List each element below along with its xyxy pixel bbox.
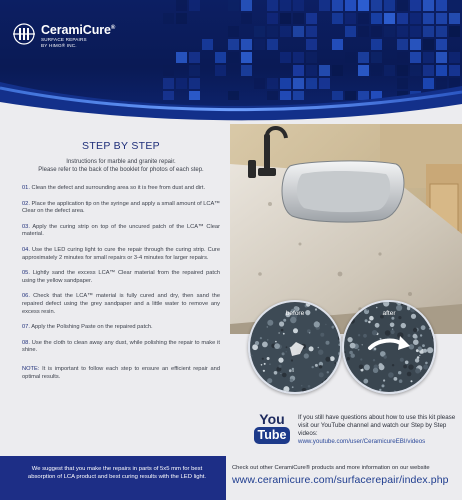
granite-speckle <box>337 391 339 393</box>
mosaic-tile <box>410 0 421 11</box>
granite-speckle <box>353 378 358 383</box>
steps-list <box>22 185 220 355</box>
granite-speckle <box>392 364 394 366</box>
granite-speckle <box>290 379 294 383</box>
granite-speckle <box>314 321 320 327</box>
granite-speckle <box>419 355 420 356</box>
granite-speckle <box>330 356 335 361</box>
granite-speckle <box>267 326 269 328</box>
mosaic-tile <box>397 13 408 24</box>
granite-speckle <box>292 370 294 372</box>
mosaic-tile <box>332 39 343 50</box>
mosaic-tile <box>423 13 434 24</box>
granite-speckle <box>282 373 287 378</box>
mosaic-tile <box>423 39 434 50</box>
granite-speckle <box>394 391 397 394</box>
mosaic-tile <box>176 13 187 24</box>
mosaic-tile <box>371 13 382 24</box>
granite-speckle <box>325 324 326 325</box>
granite-speckle <box>293 328 298 333</box>
mosaic-tile <box>410 39 421 50</box>
step-number: 08. <box>22 339 30 346</box>
granite-speckle <box>422 379 426 383</box>
granite-speckle <box>282 352 285 355</box>
granite-speckle <box>250 391 251 393</box>
website-link[interactable]: www.ceramicure.com/surfacerepair/index.php <box>232 474 449 486</box>
after-photo <box>342 300 436 394</box>
note-text: NOTE: It is important to follow each step to ensure an efficient repair and optimal results. <box>22 365 220 380</box>
mosaic-tile <box>189 0 200 11</box>
granite-speckle <box>318 350 323 355</box>
granite-speckle <box>434 338 436 342</box>
granite-speckle <box>413 334 418 339</box>
granite-speckle <box>358 349 360 351</box>
granite-speckle <box>379 363 383 367</box>
granite-speckle <box>407 305 410 308</box>
granite-speckle <box>309 332 311 334</box>
step-item <box>22 270 220 285</box>
granite-speckle <box>425 362 428 365</box>
granite-speckle <box>340 392 342 394</box>
granite-speckle <box>279 332 280 333</box>
mosaic-tile <box>397 26 408 37</box>
granite-speckle <box>259 383 260 384</box>
granite-speckle <box>421 325 426 330</box>
granite-speckle <box>418 346 422 350</box>
mosaic-tile <box>267 26 278 37</box>
granite-speckle <box>274 343 280 349</box>
step-number: 05. <box>22 270 30 277</box>
step-number: 04. <box>22 246 30 253</box>
granite-speckle <box>344 351 346 353</box>
mosaic-tile <box>241 39 252 50</box>
granite-speckle <box>267 357 270 360</box>
granite-speckle <box>262 358 264 360</box>
granite-speckle <box>264 363 266 365</box>
granite-speckle <box>364 364 370 370</box>
granite-speckle <box>365 319 368 322</box>
granite-speckle <box>403 365 407 369</box>
mosaic-tile <box>449 13 460 24</box>
granite-speckle <box>415 368 420 373</box>
granite-speckle <box>344 384 345 386</box>
granite-speckle <box>368 321 371 324</box>
granite-speckle <box>429 328 431 330</box>
mosaic-tile <box>384 0 395 11</box>
after-label: after <box>382 310 396 317</box>
mosaic-tile <box>397 0 408 11</box>
granite-speckle <box>327 371 329 373</box>
granite-speckle <box>420 334 422 336</box>
mosaic-tile <box>176 0 187 11</box>
granite-speckle <box>291 359 293 361</box>
granite-speckle <box>304 353 309 358</box>
mosaic-tile <box>241 13 252 24</box>
granite-speckle <box>292 386 294 388</box>
granite-speckle <box>348 337 353 342</box>
logo-emblem-icon <box>12 22 36 46</box>
granite-speckle <box>301 385 303 387</box>
granite-speckle <box>373 359 375 361</box>
granite-speckle <box>434 390 436 392</box>
granite-speckle <box>332 326 335 329</box>
granite-speckle <box>380 338 382 340</box>
step-text: Use the LED curing light to cure the repair through the curing strip. Cure approximately 2 minutes for small repairs or 3-4 minutes for larger repairs. <box>22 246 220 261</box>
granite-speckle <box>401 323 406 328</box>
granite-speckle <box>278 358 283 363</box>
granite-speckle <box>372 330 377 335</box>
step-number: 01. <box>22 185 30 191</box>
mosaic-tile <box>332 13 343 24</box>
granite-speckle <box>258 390 263 394</box>
step-text: Check that the LCA™ material is fully cured and dry, then sand the repaired defect using the grey sandpaper and a little water to remove any excess resin. <box>22 293 220 315</box>
granite-speckle <box>322 381 324 383</box>
granite-speckle <box>405 361 409 365</box>
step-item <box>22 324 220 332</box>
granite-speckle <box>279 321 284 326</box>
granite-speckle <box>430 370 432 372</box>
mosaic-tile <box>371 0 382 11</box>
mosaic-tile <box>267 13 278 24</box>
granite-speckle <box>283 319 286 322</box>
intro-text: Instructions for marble and granite repair. Please refer to the back of the booklet for photos of each step. <box>38 159 204 173</box>
granite-speckle <box>258 393 261 394</box>
granite-speckle <box>275 390 281 394</box>
granite-speckle <box>351 354 355 358</box>
granite-speckle <box>340 359 342 365</box>
granite-speckle <box>363 379 368 384</box>
mosaic-tile <box>410 13 421 24</box>
granite-speckle <box>255 341 259 345</box>
mosaic-tile <box>371 39 382 50</box>
suggestion-text: We suggest that you make the repairs in parts of 5x5 mm for best absorption of LCA product and best curing results with the LED light. <box>27 466 207 480</box>
mosaic-tile <box>267 0 278 11</box>
granite-speckle <box>281 329 284 332</box>
mosaic-tile <box>436 0 447 11</box>
granite-speckle <box>346 389 351 394</box>
youtube-link[interactable]: www.youtube.com/user/CeramicureEBI/videos <box>298 438 426 445</box>
youtube-info <box>298 414 458 446</box>
mosaic-tile <box>319 0 330 11</box>
granite-speckle <box>338 336 342 340</box>
mosaic-tile <box>306 39 317 50</box>
granite-speckle <box>332 370 336 374</box>
granite-speckle <box>267 339 268 340</box>
step-item <box>22 201 220 216</box>
granite-speckle <box>319 365 322 368</box>
mosaic-tile <box>423 26 434 37</box>
countertop-illustration <box>230 124 462 334</box>
granite-speckle <box>400 358 404 362</box>
brand-tagline-2: BY HIMG® INC. <box>41 42 77 48</box>
mosaic-tile <box>267 39 278 50</box>
granite-speckle <box>358 334 360 336</box>
step-item <box>22 224 220 239</box>
step-item <box>22 340 220 355</box>
granite-speckle <box>375 323 380 328</box>
footer-website-info <box>232 464 458 486</box>
granite-speckle <box>383 379 385 381</box>
more-info-text: Check out other CeramiCure® products and more information on our website <box>232 465 430 471</box>
mosaic-tile <box>280 13 291 24</box>
granite-speckle <box>275 341 277 343</box>
granite-speckle <box>330 393 333 394</box>
granite-speckle <box>384 355 387 358</box>
granite-speckle <box>269 385 271 387</box>
step-number: 07. <box>22 324 30 331</box>
granite-speckle <box>414 384 419 389</box>
granite-speckle <box>260 337 262 339</box>
granite-speckle <box>267 320 273 326</box>
header-banner <box>0 0 462 122</box>
ceramicure-logo <box>12 22 115 48</box>
granite-speckle <box>388 372 394 378</box>
granite-speckle <box>332 379 336 383</box>
granite-speckle <box>354 390 357 393</box>
mosaic-tile <box>293 13 304 24</box>
granite-speckle <box>408 334 411 337</box>
granite-speckle <box>258 381 264 387</box>
granite-speckle <box>347 357 350 360</box>
before-label: before <box>285 310 305 317</box>
granite-speckle <box>280 373 281 374</box>
mosaic-tile <box>423 0 434 11</box>
mosaic-tile <box>241 0 252 11</box>
step-number: 03. <box>22 223 30 230</box>
granite-speckle <box>392 329 393 330</box>
granite-speckle <box>350 343 356 349</box>
granite-speckle <box>319 372 324 377</box>
brand-name: CeramiCure® <box>41 23 116 38</box>
granite-speckle <box>399 379 403 383</box>
mosaic-tile <box>345 26 356 37</box>
step-text: Apply the Polishing Paste on the repaired patch. <box>31 324 153 331</box>
mosaic-tile <box>384 26 395 37</box>
step-text: Lightly sand the excess LCA™ Clear material from the repaired patch using the yellow sandpaper. <box>22 270 220 284</box>
granite-speckle <box>274 371 278 375</box>
granite-speckle <box>262 342 268 348</box>
mosaic-tile <box>202 39 213 50</box>
mosaic-tile <box>436 26 447 37</box>
mosaic-tile <box>358 26 369 37</box>
granite-speckle <box>423 365 428 370</box>
granite-speckle <box>344 379 348 383</box>
kitchen-countertop-photo <box>230 124 462 334</box>
granite-speckle <box>390 323 395 328</box>
granite-speckle <box>267 378 272 383</box>
granite-speckle <box>413 328 417 332</box>
granite-speckle <box>320 333 324 337</box>
granite-speckle <box>431 367 432 368</box>
granite-speckle <box>339 370 341 372</box>
mosaic-tile <box>345 0 356 11</box>
brand-tagline-1: SURFACE REPAIRS <box>41 37 87 43</box>
granite-speckle <box>250 355 252 357</box>
mosaic-tile <box>449 26 460 37</box>
youtube-logo[interactable]: You Tube <box>254 412 290 444</box>
granite-speckle <box>320 387 326 393</box>
step-item <box>22 293 220 316</box>
mosaic-tile <box>332 0 343 11</box>
step-item <box>22 185 220 193</box>
mosaic-tile <box>436 39 447 50</box>
granite-speckle <box>409 344 414 349</box>
mosaic-tile <box>410 26 421 37</box>
granite-speckle <box>269 364 270 365</box>
mosaic-tile <box>228 26 239 37</box>
step-text: Place the application tip on the syringe and apply a small amount of LCA™ Clear on the defect area. <box>22 200 220 215</box>
mosaic-tile <box>371 26 382 37</box>
mosaic-tile <box>280 0 291 11</box>
page-title: STEP BY STEP <box>82 140 160 152</box>
granite-speckle <box>374 348 377 351</box>
granite-speckle <box>318 347 320 349</box>
mosaic-tile <box>358 13 369 24</box>
granite-speckle <box>394 377 398 381</box>
granite-speckle <box>349 318 355 324</box>
mosaic-tile <box>254 39 265 50</box>
step-text: Use the cloth to clean away any dust, while polishing the repair to make it shine. <box>22 339 220 354</box>
granite-speckle <box>404 391 406 393</box>
granite-speckle <box>309 346 314 351</box>
granite-speckle <box>328 393 330 394</box>
granite-speckle <box>373 368 378 373</box>
granite-speckle <box>360 358 362 360</box>
granite-speckle <box>261 364 263 366</box>
step-text: Clean the defect and surrounding area so it is free from dust and dirt. <box>31 185 206 191</box>
granite-speckle <box>351 389 356 394</box>
granite-speckle <box>301 391 303 393</box>
mosaic-tile <box>280 26 291 37</box>
granite-speckle <box>411 389 412 390</box>
youtube-text: If you still have questions about how to use this kit please visit our YouTube channel and watch our Step by Step videos: <box>298 414 456 437</box>
granite-speckle <box>302 388 307 393</box>
granite-speckle <box>336 362 341 367</box>
granite-speckle <box>312 366 314 368</box>
granite-speckle <box>326 341 330 345</box>
granite-speckle <box>415 358 419 362</box>
mosaic-tile <box>293 0 304 11</box>
step-text: Apply the curing strip on top of the uncured patch of the LCA™ Clear material. <box>22 223 220 238</box>
granite-speckle <box>339 343 342 346</box>
granite-speckle <box>420 378 421 379</box>
granite-speckle <box>306 393 311 395</box>
instructions-column <box>22 140 220 381</box>
granite-speckle <box>315 364 318 367</box>
granite-speckle <box>339 380 342 386</box>
mosaic-tile <box>306 26 317 37</box>
granite-speckle <box>325 378 330 383</box>
mosaic-tile <box>449 0 460 11</box>
granite-speckle <box>371 393 376 394</box>
granite-speckle <box>290 317 296 323</box>
granite-speckle <box>382 384 385 387</box>
granite-speckle <box>408 364 413 369</box>
granite-speckle <box>362 344 363 345</box>
granite-speckle <box>385 330 391 336</box>
granite-speckle <box>407 372 412 377</box>
granite-speckle <box>337 366 342 372</box>
granite-speckle <box>423 349 427 353</box>
granite-speckle <box>431 370 435 374</box>
granite-speckle <box>318 385 323 390</box>
granite-speckle <box>391 330 395 334</box>
granite-speckle <box>411 380 413 382</box>
granite-speckle <box>286 346 288 348</box>
step-number: 02. <box>22 200 30 207</box>
granite-speckle <box>425 386 431 392</box>
granite-speckle <box>263 370 265 372</box>
mosaic-tile <box>384 13 395 24</box>
mosaic-tile <box>306 13 317 24</box>
granite-speckle <box>283 333 285 335</box>
granite-speckle <box>289 369 292 372</box>
mosaic-tile <box>254 26 265 37</box>
mosaic-tile <box>345 13 356 24</box>
granite-speckle <box>252 385 257 390</box>
granite-speckle <box>427 347 433 353</box>
granite-speckle <box>376 307 378 309</box>
mosaic-tile <box>163 13 174 24</box>
granite-speckle <box>292 368 294 370</box>
granite-speckle <box>283 386 289 392</box>
mosaic-tile <box>228 39 239 50</box>
wave-swoosh-graphic <box>0 52 462 122</box>
granite-speckle <box>422 344 425 347</box>
granite-speckle <box>359 365 364 370</box>
granite-speckle <box>416 367 418 369</box>
granite-speckle <box>398 371 401 374</box>
granite-speckle <box>335 376 337 378</box>
granite-speckle <box>278 365 281 368</box>
mosaic-tile <box>436 13 447 24</box>
granite-speckle <box>306 302 310 306</box>
granite-speckle <box>413 339 419 345</box>
granite-speckle <box>325 357 330 362</box>
mosaic-tile <box>397 39 408 50</box>
granite-speckle <box>391 317 394 320</box>
step-number: 06. <box>22 293 30 300</box>
granite-speckle <box>308 385 311 388</box>
granite-speckle <box>363 334 367 338</box>
footer-suggestion-banner <box>0 456 226 500</box>
before-photo <box>248 300 342 394</box>
granite-speckle <box>316 392 319 394</box>
mosaic-tile <box>358 0 369 11</box>
mosaic-tile <box>228 0 239 11</box>
step-item <box>22 247 220 262</box>
granite-speckle <box>379 389 381 391</box>
granite-speckle <box>286 351 287 352</box>
mosaic-tile <box>293 26 304 37</box>
